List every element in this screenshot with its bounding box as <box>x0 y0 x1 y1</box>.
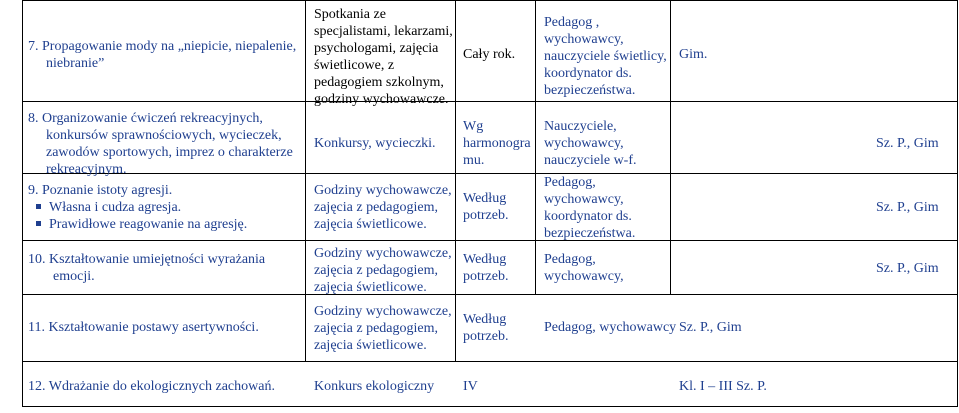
bullet-item: Prawidłowe reagowanie na agresję. <box>28 216 247 233</box>
task-cell: 11. Kształtowanie postawy asertywności. <box>28 320 259 335</box>
task-cell: 12. Wdrażanie do ekologicznych zachowań. <box>28 379 275 394</box>
task-cell: 9. Poznanie istoty agresji. Własna i cudza agresja. Prawidłowe reagowanie na agresję. <box>28 183 248 232</box>
term-cell: Wg harmonogra mu. <box>463 119 531 168</box>
task-cell: 10. Kształtowanie umiejętności wyrażania emocji. <box>28 252 266 284</box>
level-cell: Sz. P., Gim <box>679 320 742 335</box>
row-divider <box>22 361 958 362</box>
term-cell: IV <box>463 379 478 394</box>
forms-cell: Spotkania ze specjalistami, lekarzami, psychologami, zajęcia świetlicowe, z pedagogiem szkolnym, godziny wychowawcze. <box>314 7 453 107</box>
task-cell: 7. Propagowanie mody na „niepicie, niepalenie, niebranie” <box>28 39 297 71</box>
level-cell: Sz. P., Gim <box>876 261 939 276</box>
row-divider <box>22 294 958 295</box>
responsible-cell: Pedagog, wychowawcy, <box>544 252 624 284</box>
level-cell: Sz. P., Gim <box>876 200 939 215</box>
term-cell: Cały rok. <box>463 47 516 62</box>
col-divider <box>22 0 23 407</box>
col-divider <box>670 0 671 294</box>
forms-cell: Konkurs ekologiczny <box>314 379 435 394</box>
col-divider <box>957 0 958 407</box>
level-cell: Gim. <box>679 47 708 62</box>
level-cell: Kl. I – III Sz. P. <box>679 379 767 394</box>
responsible-cell: Nauczyciele, wychowawcy, nauczyciele w-f. <box>544 119 637 168</box>
col-divider <box>535 0 536 294</box>
responsible-cell: Pedagog, wychowawcy <box>544 320 677 335</box>
forms-cell: Godziny wychowawcze, zajęcia z pedagogiem, zajęcia świetlicowe. <box>314 246 452 295</box>
term-cell: Według potrzeb. <box>463 252 509 284</box>
term-cell: Według potrzeb. <box>463 191 509 223</box>
term-cell: Według potrzeb. <box>463 312 509 344</box>
level-cell: Sz. P., Gim <box>876 136 939 151</box>
forms-cell: Godziny wychowawcze, zajęcia z pedagogiem, zajęcia świetlicowe. <box>314 183 452 232</box>
responsible-cell: Pedagog , wychowawcy, nauczyciele świetlicy, koordynator ds. bezpieczeństwa. <box>544 15 667 98</box>
col-divider <box>455 0 456 362</box>
responsible-cell: Pedagog, wychowawcy, koordynator ds. bezpieczeństwa. <box>544 175 636 241</box>
forms-cell: Konkursy, wycieczki. <box>314 136 436 151</box>
task-cell: 8. Organizowanie ćwiczeń rekreacyjnych, konkursów sprawnościowych, wycieczek, zawodów sportowych, imprez o charakterze rekreacyjnym. <box>28 111 293 177</box>
col-divider <box>305 0 306 362</box>
table-border <box>22 406 958 407</box>
row-divider <box>22 101 958 102</box>
forms-cell: Godziny wychowawcze, zajęcia z pedagogiem, zajęcia świetlicowe. <box>314 304 452 353</box>
bullet-item: Własna i cudza agresja. <box>28 199 247 216</box>
table-border <box>22 0 958 1</box>
row-divider <box>22 240 958 241</box>
